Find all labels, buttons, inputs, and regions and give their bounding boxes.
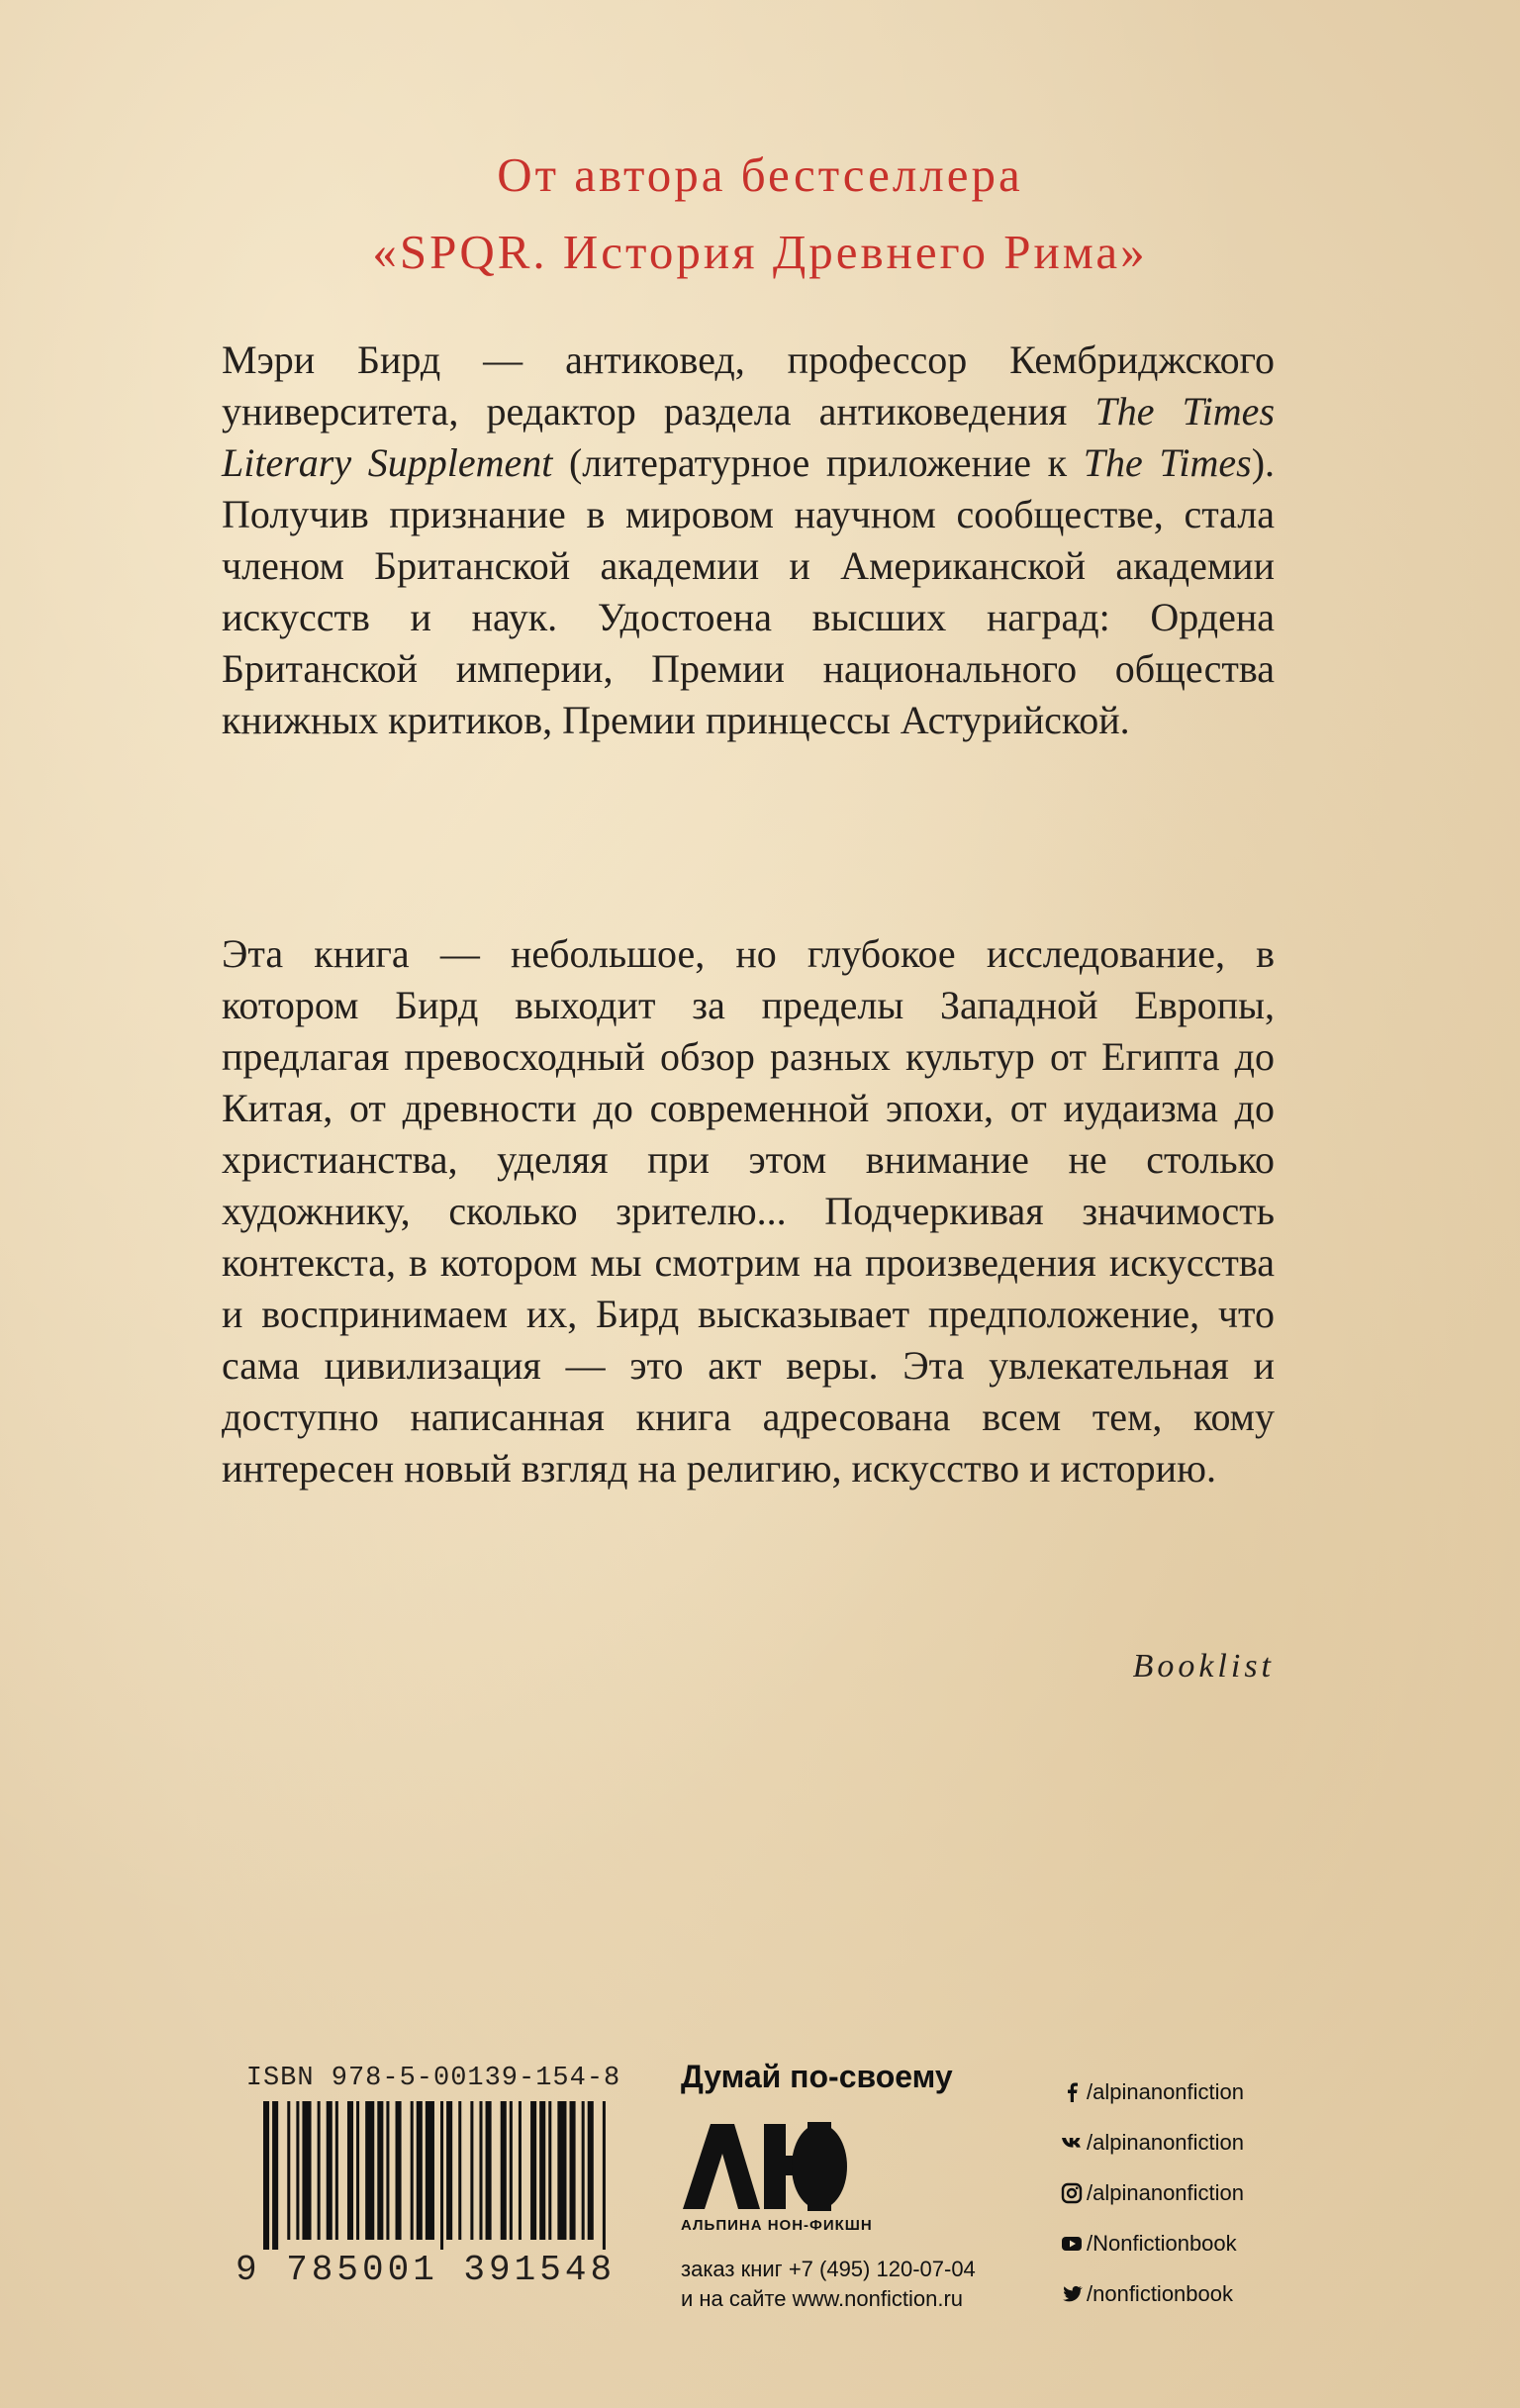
headline-line-2: «SPQR. История Древнего Рима» bbox=[372, 225, 1148, 279]
order-site[interactable]: и на сайте www.nonfiction.ru bbox=[681, 2286, 964, 2311]
barcode-bar bbox=[356, 2101, 359, 2240]
barcode-bar bbox=[548, 2101, 551, 2240]
review-paragraph: Эта книга — небольшое, но глубокое исследование, в котором Бирд выходит за пределы Западной Европы, предлагая превосходный обзор разных культур от Египта до Китая, от древности до современной эпохи, от иудаизма до христианства, уделяя при этом внимание не столько художнику, сколько зрителю... Подчеркивая значимость контекста, в котором мы смотрим на произведения искусства и воспринимаем их, Бирд высказывает предположение, что сама цивилизация — это акт веры. Эта увлекательная и доступно написанная книга адресована всем тем, кому интересен новый взгляд на религию, искусство и историю. bbox=[222, 931, 1275, 1491]
barcode-bar bbox=[570, 2101, 576, 2240]
barcode-bar bbox=[530, 2101, 536, 2240]
bio-text-2: (литературное приложение к bbox=[552, 440, 1084, 485]
publisher-slogan: Думай по-своему bbox=[681, 2059, 953, 2094]
headline bbox=[0, 137, 1520, 291]
barcode-bar bbox=[519, 2101, 522, 2240]
bio-italic-times: The Times bbox=[1083, 440, 1252, 485]
barcode-bar bbox=[396, 2101, 402, 2240]
social-link-instagram[interactable] bbox=[1061, 2167, 1244, 2218]
barcode-bar bbox=[510, 2101, 513, 2240]
barcode-bar bbox=[582, 2101, 585, 2240]
barcode bbox=[236, 2064, 631, 2301]
bio-text-3: ). Получив признание в мировом научном сообществе, стала членом Британской академии и Американской академии искусств и наук. Удостоена высших наград: Ордена Британской империи, Премии национального общества книжных критиков, Премии принцессы Астурийской. bbox=[222, 440, 1276, 742]
barcode-bar bbox=[603, 2101, 606, 2250]
social-handle: /nonfictionbook bbox=[1087, 2280, 1233, 2306]
vk-icon bbox=[1061, 2132, 1083, 2154]
social-link-vk[interactable] bbox=[1061, 2117, 1244, 2167]
bio-text-1: Мэри Бирд — антиковед, профессор Кембриджского университета, редактор раздела антиковедения bbox=[222, 337, 1275, 433]
barcode-bar bbox=[588, 2101, 594, 2240]
barcode-bar bbox=[327, 2101, 332, 2240]
social-handle: /alpinanonfiction bbox=[1087, 2129, 1245, 2155]
publisher-block bbox=[681, 2059, 1037, 2311]
barcode-bar bbox=[440, 2101, 443, 2250]
barcode-bar bbox=[263, 2101, 269, 2250]
social-handle: /alpinanonfiction bbox=[1087, 2078, 1245, 2104]
barcode-bar bbox=[302, 2101, 311, 2240]
barcode-bar bbox=[377, 2101, 383, 2240]
barcode-bar bbox=[386, 2101, 389, 2240]
barcode-bar bbox=[479, 2101, 482, 2240]
barcode-bar bbox=[296, 2101, 299, 2240]
author-bio bbox=[222, 335, 1275, 746]
order-info bbox=[681, 2255, 976, 2314]
order-phone: заказ книг +7 (495) 120-07-04 bbox=[681, 2257, 976, 2281]
twitter-icon bbox=[1061, 2283, 1083, 2305]
social-link-youtube[interactable] bbox=[1061, 2218, 1244, 2268]
barcode-bar bbox=[557, 2101, 566, 2240]
ean-digits: 9 785001 391548 bbox=[236, 2250, 617, 2290]
barcode-bar bbox=[318, 2101, 321, 2240]
anf-logo-icon bbox=[681, 2120, 849, 2211]
barcode-bar bbox=[539, 2101, 545, 2240]
youtube-icon bbox=[1061, 2233, 1083, 2255]
barcode-bar bbox=[470, 2101, 473, 2240]
review-quote bbox=[222, 928, 1275, 1494]
social-links bbox=[1061, 2067, 1244, 2319]
author-bio-paragraph bbox=[222, 335, 1275, 746]
facebook-icon bbox=[1061, 2081, 1083, 2103]
barcode-bar bbox=[458, 2101, 461, 2240]
isbn-label: ISBN 978-5-00139-154-8 bbox=[245, 2064, 621, 2093]
barcode-bar bbox=[272, 2101, 278, 2250]
barcode-bar bbox=[411, 2101, 414, 2240]
barcode-bar bbox=[417, 2101, 423, 2240]
barcode-bar bbox=[486, 2101, 492, 2240]
barcode-bar bbox=[426, 2101, 434, 2240]
review-source: Booklist bbox=[1132, 1648, 1275, 1685]
social-link-twitter[interactable] bbox=[1061, 2268, 1244, 2319]
barcode-bars bbox=[263, 2101, 612, 2250]
publisher-name: АЛЬПИНА НОН-ФИКШН bbox=[681, 2217, 873, 2234]
barcode-bar bbox=[335, 2101, 338, 2240]
social-link-facebook[interactable] bbox=[1061, 2067, 1244, 2117]
barcode-bar bbox=[446, 2101, 452, 2240]
barcode-bar bbox=[365, 2101, 374, 2240]
barcode-bar bbox=[501, 2101, 507, 2240]
social-handle: /Nonfictionbook bbox=[1087, 2230, 1237, 2256]
instagram-icon bbox=[1061, 2182, 1083, 2204]
barcode-bar bbox=[347, 2101, 353, 2240]
bio-italic-tls: The Times Literary Supplement bbox=[222, 389, 1276, 485]
barcode-bar bbox=[287, 2101, 290, 2240]
social-handle: /alpinanonfiction bbox=[1087, 2179, 1245, 2205]
headline-line-1: От автора бестселлера bbox=[497, 147, 1023, 202]
